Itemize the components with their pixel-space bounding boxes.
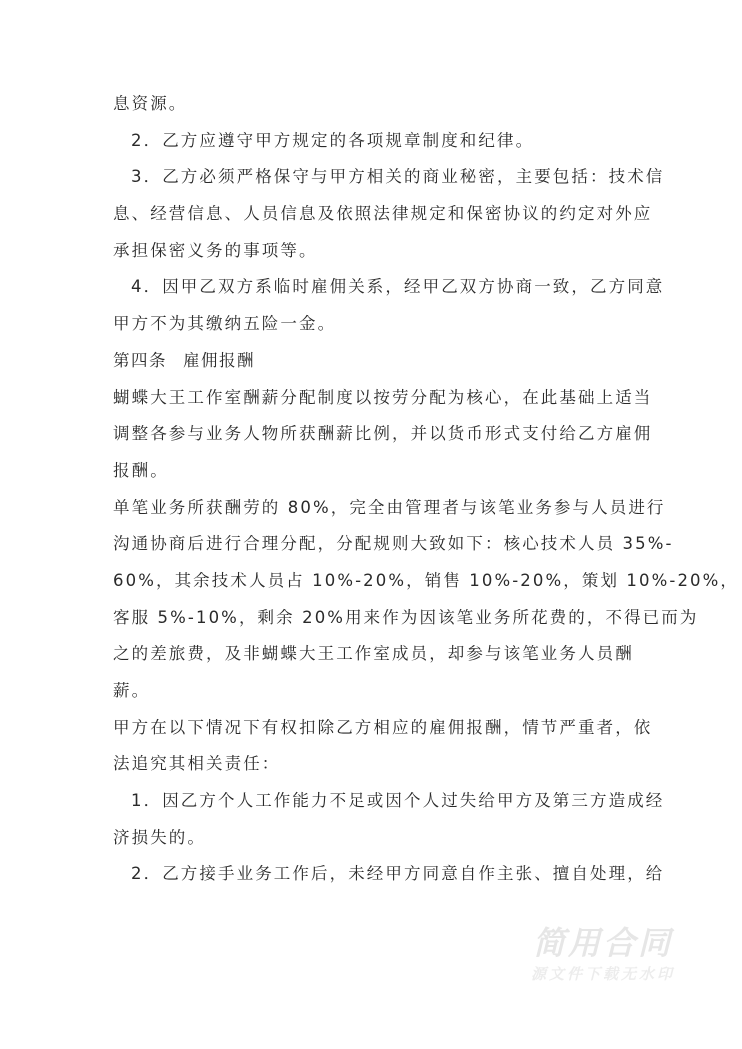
paragraph-line: 甲方不为其缴纳五险一金。 bbox=[113, 314, 337, 334]
document-body bbox=[113, 86, 740, 893]
watermark-subtitle: 源文件下载无水印 bbox=[530, 965, 675, 983]
paragraph-line: 报酬。 bbox=[113, 460, 169, 480]
watermark-title: 简用合同 bbox=[532, 924, 673, 962]
clause-item-2: 2．乙方应遵守甲方规定的各项规章制度和纪律。 bbox=[131, 130, 535, 150]
paragraph-line: 承担保密义务的事项等。 bbox=[113, 240, 318, 260]
paragraph-line: 息、经营信息、人员信息及依照法律规定和保密协议的约定对外应 bbox=[113, 204, 653, 224]
paragraph-line: 调整各参与业务人物所获酬薪比例，并以货币形式支付给乙方雇佣 bbox=[113, 424, 653, 444]
clause-item-4: 4．因甲乙双方系临时雇佣关系，经甲乙双方协商一致，乙方同意 bbox=[131, 277, 665, 297]
section-number: 第四条 bbox=[113, 350, 167, 370]
paragraph-line: 蝴蝶大王工作室酬薪分配制度以按劳分配为核心，在此基础上适当 bbox=[113, 387, 653, 407]
paragraph-line: 之的差旅费，及非蝴蝶大王工作室成员，却参与该笔业务人员酬 bbox=[113, 644, 634, 664]
section-heading bbox=[113, 343, 633, 380]
paragraph-line: 甲方在以下情况下有权扣除乙方相应的雇佣报酬，情节严重者，依 bbox=[113, 717, 653, 737]
deduction-item-2: 2．乙方接手业务工作后，未经甲方同意自作主张、擅自处理，给 bbox=[131, 864, 665, 884]
section-title: 雇佣报酬 bbox=[183, 350, 255, 370]
paragraph-line: 法追究其相关责任： bbox=[113, 754, 281, 774]
paragraph-line: 60%，其余技术人员占 10%-20%，销售 10%-20%，策划 10%-20%， bbox=[113, 570, 740, 590]
paragraph-line: 客服 5%-10%，剩余 20%用来作为因该笔业务所花费的，不得已而为 bbox=[113, 607, 699, 627]
paragraph-line: 单笔业务所获酬劳的 80%，完全由管理者与该笔业务参与人员进行 bbox=[113, 497, 666, 517]
paragraph-line: 薪。 bbox=[113, 681, 151, 700]
paragraph-line: 沟通协商后进行合理分配，分配规则大致如下：核心技术人员 35%- bbox=[113, 534, 674, 554]
watermark bbox=[513, 925, 693, 985]
paragraph-line: 济损失的。 bbox=[113, 827, 206, 847]
deduction-item-1: 1．因乙方个人工作能力不足或因个人过失给甲方及第三方造成经 bbox=[131, 791, 665, 811]
paragraph-line: 息资源。 bbox=[113, 94, 188, 113]
clause-item-3: 3．乙方必须严格保守与甲方相关的商业秘密，主要包括：技术信 bbox=[131, 167, 665, 187]
